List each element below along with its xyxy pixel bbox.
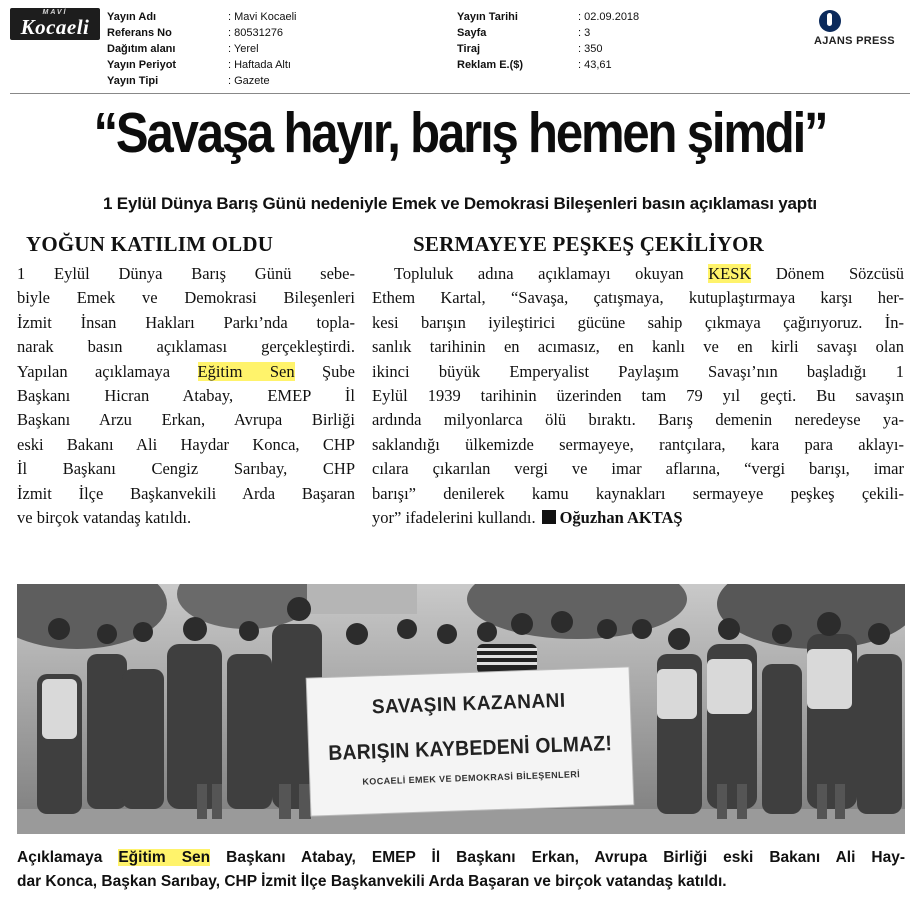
text-line: biyle Emek ve Demokrasi Bileşenleri (17, 288, 355, 308)
text-segment: Şube (294, 361, 355, 381)
banner-line-2: BARIŞIN KAYBEDENİ OLMAZ! (327, 732, 613, 765)
meta-value: : Haftada Altı (228, 59, 291, 71)
meta-label: Yayın Tipi (107, 75, 159, 87)
meta-row (457, 9, 640, 25)
left-column-heading: YOĞUN KATILIM OLDU (26, 232, 274, 256)
right-column-heading: SERMAYEYE PEŞKEŞ ÇEKİLİYOR (413, 232, 765, 256)
highlighted-term: Eğitim Sen (118, 849, 211, 866)
caption-line (17, 846, 905, 870)
meta-label: Dağıtım alanı (107, 43, 176, 55)
text-line: Ethem Kartal, “Savaşa, çatışmaya, kutuplaştırmaya karşı her- (372, 288, 904, 308)
protest-banner (307, 667, 634, 815)
publication-logo (10, 8, 100, 40)
meta-row (107, 25, 284, 41)
text-line: İzmit İnsan Hakları Parkı’nda topla- (17, 312, 355, 332)
meta-value: : 3 (578, 27, 591, 39)
text-line: 1 Eylül Dünya Barış Günü sebe- (17, 264, 355, 283)
header-divider (10, 93, 910, 94)
meta-value: : 80531276 (228, 27, 284, 39)
text-line: ve birçok vatandaş katıldı. (17, 508, 192, 528)
right-column-body (372, 262, 904, 530)
meta-label: Sayfa (457, 27, 487, 39)
text-line: İzmit İlçe Başkanvekili Arda Başaran (17, 483, 355, 503)
highlighted-term: Eğitim Sen (197, 361, 295, 381)
text-line (372, 506, 904, 530)
byline: Oğuzhan AKTAŞ (559, 508, 683, 528)
logo-top-text: MAVİ (42, 9, 68, 16)
article-headline: “Savaşa hayır, barış hemen şimdi” (93, 101, 827, 165)
text-line: eski Bakanı Ali Haydar Konca, CHP (17, 434, 355, 454)
text-segment: Yapılan açıklamaya (17, 361, 198, 381)
meta-label: Tiraj (457, 43, 481, 55)
text-line: ikinci büyük Emperyalist Paylaşım Savaşı’nın başladığı 1 (372, 361, 904, 381)
banner-line-3: KOCAELİ EMEK VE DEMOKRASİ BİLEŞENLERİ (362, 769, 581, 787)
text-segment: Topluluk adına açıklamayı okuyan (394, 264, 709, 283)
caption-line: dar Konca, Başkan Sarıbay, CHP İzmit İlçe Başkanvekili Arda Başaran ve birçok vatandaş katıldı. (17, 873, 727, 890)
logo-name-text: Kocaeli (20, 15, 90, 39)
text-line: ardında milyonlarca ölü bıraktı. Barış demenin neredeyse ya- (372, 410, 904, 430)
text-line: saklandığı ülkemizde sermayeye, rantçılara, kara para aklayı- (372, 434, 904, 454)
text-line: İl Başkanı Cengiz Sarıbay, CHP (17, 459, 355, 479)
meta-value: : 43,61 (578, 59, 612, 71)
agency-name: AJANS PRESS (814, 35, 895, 47)
photo-caption (17, 846, 905, 894)
meta-row (107, 41, 259, 57)
text-line: cılara çıkarılan vergi ve imar aflarına, “vergi barışı, imar (372, 459, 904, 479)
left-column-body (17, 262, 355, 530)
banner-line-1: SAVAŞIN KAZANANI (371, 689, 566, 719)
highlighted-term: KESK (708, 264, 752, 283)
meta-label: Referans No (107, 27, 172, 39)
agency-globe-icon (819, 10, 841, 32)
text-segment: Dönem Sözcüsü (751, 264, 904, 283)
text-line: Başkanı Arzu Erkan, Avrupa Birliği (17, 410, 355, 430)
meta-value: : Yerel (228, 43, 259, 55)
meta-row (457, 25, 591, 41)
meta-row (457, 57, 612, 73)
text-segment: yor” ifadelerini kullandı. (372, 508, 536, 528)
meta-row (457, 41, 603, 57)
text-line: barışı” denilerek kamu kaynakları sermayeye peşkeş çekili- (372, 483, 904, 503)
text-segment: Açıklamaya (17, 849, 119, 866)
byline-square-icon (542, 510, 556, 524)
text-line: kesi barışın iyileştirici gücüne sahip çıkmaya çağırıyoruz. İn- (372, 312, 904, 332)
meta-value: : 02.09.2018 (578, 11, 640, 23)
text-line: sanlık tarihinin en acımasız, en kanlı ve en kirli savaşı olan (372, 337, 904, 357)
meta-value: : Mavi Kocaeli (228, 11, 297, 23)
meta-row (107, 73, 270, 89)
meta-value: : Gazete (228, 75, 270, 87)
text-line: Başkanı Hicran Atabay, EMEP İl (17, 386, 355, 406)
meta-label: Yayın Adı (107, 11, 157, 23)
text-line (372, 262, 904, 286)
article-subhead: 1 Eylül Dünya Barış Günü nedeniyle Emek ve Demokrasi Bileşenleri basın açıklaması yaptı (103, 194, 817, 213)
text-line: Eylül 1939 tarihinin üzerinden tam 79 yıl geçti. Bu savaşın (372, 386, 904, 406)
agency-logo (814, 10, 910, 50)
meta-label: Reklam E.($) (457, 59, 524, 71)
text-line: narak basın açıklaması gerçekleştirdi. (17, 337, 355, 357)
meta-value: : 350 (578, 43, 603, 55)
meta-label: Yayın Periyot (107, 59, 177, 71)
meta-row (107, 9, 297, 25)
text-segment: Başkanı Atabay, EMEP İl Başkanı Erkan, Avrupa Birliği eski Bakanı Ali Hay- (210, 849, 905, 866)
meta-label: Yayın Tarihi (457, 11, 518, 23)
meta-row (107, 57, 291, 73)
text-line (17, 360, 355, 384)
